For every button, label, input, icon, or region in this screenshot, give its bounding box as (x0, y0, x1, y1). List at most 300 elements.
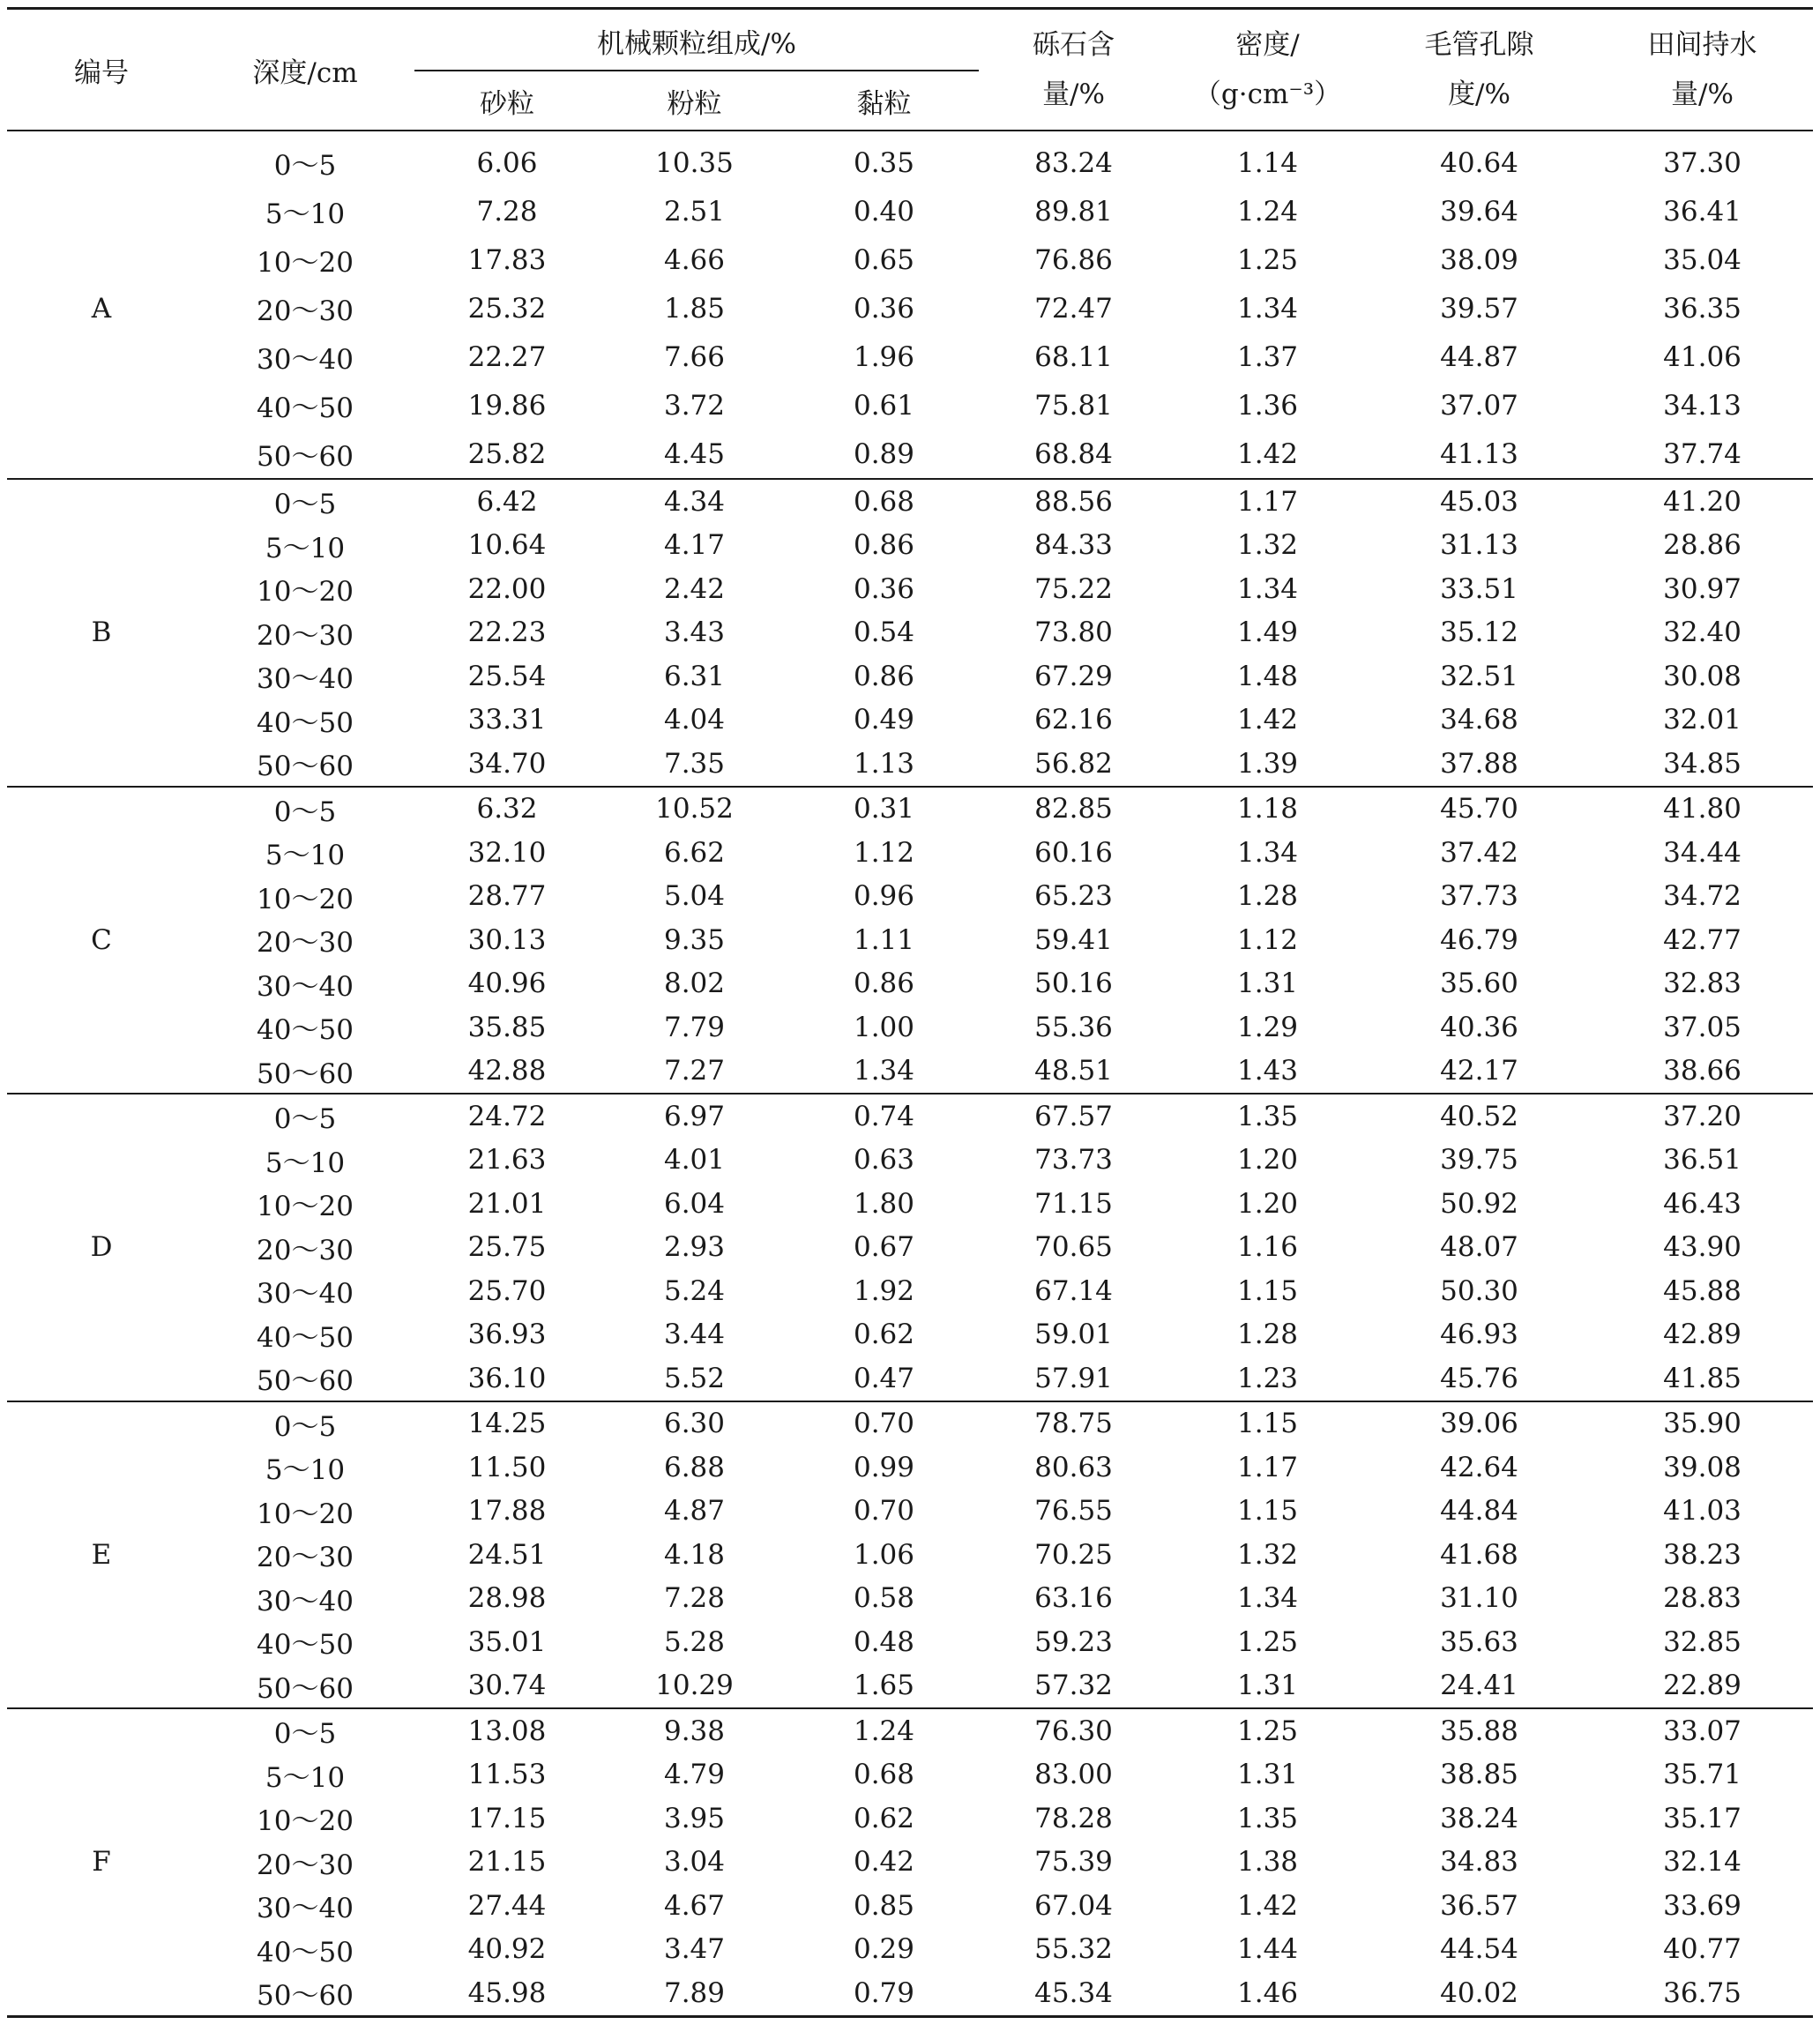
cell-capillary: 41.68 (1440, 1538, 1518, 1571)
sample-id: E (91, 1538, 112, 1571)
table-row (7, 1401, 1813, 1446)
cell-clay: 0.70 (853, 1495, 915, 1528)
cell-clay: 1.92 (853, 1274, 915, 1307)
cell-field-capacity: 30.08 (1663, 660, 1742, 692)
cell-density: 1.34 (1237, 292, 1299, 325)
cell-depth: 20～30 (257, 1542, 354, 1574)
header-capillary-line1: 毛管孔隙 (1424, 29, 1534, 61)
table-row (7, 1050, 1813, 1094)
cell-gravel: 88.56 (1034, 485, 1113, 518)
cell-depth: 20～30 (257, 295, 354, 327)
cell-depth: 0～5 (273, 1103, 337, 1136)
cell-depth: 5～10 (265, 840, 346, 872)
cell-gravel: 73.80 (1034, 616, 1113, 649)
sample-id: B (91, 616, 112, 649)
cell-field-capacity: 34.85 (1663, 747, 1742, 780)
cell-depth: 50～60 (257, 1365, 354, 1398)
cell-gravel: 76.30 (1034, 1714, 1113, 1747)
header-field-line1: 田间持水 (1647, 29, 1757, 61)
cell-silt: 10.52 (655, 793, 734, 826)
cell-depth: 20～30 (257, 1234, 354, 1266)
cell-sand: 7.28 (476, 195, 538, 228)
cell-gravel: 45.34 (1034, 1976, 1113, 2009)
cell-field-capacity: 28.83 (1663, 1582, 1742, 1615)
cell-depth: 30～40 (257, 1585, 354, 1617)
cell-capillary: 39.06 (1440, 1408, 1518, 1440)
cell-gravel: 83.00 (1034, 1759, 1113, 1791)
table-row (7, 1620, 1813, 1664)
table-row (7, 918, 1813, 962)
cell-silt: 7.35 (663, 747, 726, 780)
cell-field-capacity: 39.08 (1663, 1451, 1742, 1483)
table-row (7, 1753, 1813, 1797)
cell-density: 1.43 (1237, 1055, 1299, 1087)
cell-field-capacity: 42.77 (1663, 923, 1742, 956)
sample-group-b (7, 479, 1813, 787)
sample-id: C (91, 923, 112, 956)
cell-clay: 0.96 (853, 880, 915, 913)
header-field-capacity (1592, 9, 1813, 131)
cell-density: 1.44 (1237, 1933, 1299, 1966)
cell-gravel: 65.23 (1034, 880, 1113, 913)
cell-silt: 2.93 (663, 1231, 726, 1264)
cell-capillary: 40.64 (1440, 146, 1518, 179)
cell-sand: 21.63 (467, 1144, 547, 1177)
cell-gravel: 59.41 (1034, 923, 1113, 956)
cell-silt: 10.35 (655, 146, 734, 179)
table-row (7, 698, 1813, 743)
cell-silt: 9.38 (663, 1714, 726, 1747)
cell-clay: 1.13 (853, 747, 915, 780)
cell-density: 1.35 (1237, 1802, 1299, 1834)
cell-gravel: 78.75 (1034, 1408, 1113, 1440)
cell-gravel: 67.14 (1034, 1274, 1113, 1307)
header-id: 编号 (74, 56, 129, 89)
cell-silt: 2.42 (663, 572, 726, 605)
cell-field-capacity: 35.90 (1663, 1408, 1742, 1440)
cell-clay: 0.86 (853, 660, 915, 692)
cell-silt: 6.62 (663, 836, 726, 869)
cell-silt: 7.66 (663, 340, 726, 373)
cell-capillary: 40.02 (1440, 1976, 1518, 2009)
cell-depth: 40～50 (257, 1936, 354, 1968)
cell-density: 1.29 (1237, 1011, 1299, 1043)
table-row (7, 1005, 1813, 1050)
cell-field-capacity: 32.85 (1663, 1625, 1742, 1658)
cell-silt: 1.85 (663, 292, 726, 325)
cell-sand: 14.25 (467, 1408, 547, 1440)
cell-depth: 10～20 (257, 883, 354, 915)
cell-capillary: 42.64 (1440, 1451, 1518, 1483)
cell-sand: 40.96 (467, 967, 547, 1000)
cell-gravel: 60.16 (1034, 836, 1113, 869)
cell-clay: 1.34 (853, 1055, 915, 1087)
header-gravel-line2: 量/% (1042, 78, 1105, 110)
cell-sand: 11.50 (467, 1451, 547, 1483)
cell-field-capacity: 33.07 (1663, 1714, 1742, 1747)
cell-gravel: 62.16 (1034, 704, 1113, 736)
cell-sand: 25.70 (467, 1274, 547, 1307)
cell-field-capacity: 46.43 (1663, 1187, 1742, 1220)
cell-gravel: 84.33 (1034, 529, 1113, 562)
cell-capillary: 42.17 (1440, 1055, 1518, 1087)
cell-density: 1.31 (1237, 1670, 1299, 1702)
cell-gravel: 67.29 (1034, 660, 1113, 692)
cell-density: 1.48 (1237, 660, 1299, 692)
cell-field-capacity: 38.66 (1663, 1055, 1742, 1087)
cell-field-capacity: 36.75 (1663, 1976, 1742, 2009)
cell-capillary: 31.13 (1440, 529, 1518, 562)
table-row (7, 1533, 1813, 1577)
cell-clay: 0.89 (853, 437, 915, 470)
cell-depth: 0～5 (273, 796, 337, 828)
cell-field-capacity: 32.14 (1663, 1846, 1742, 1879)
cell-silt: 5.28 (663, 1625, 726, 1658)
cell-sand: 6.06 (476, 146, 538, 179)
cell-density: 1.14 (1237, 146, 1299, 179)
table-row (7, 1664, 1813, 1709)
cell-sand: 21.15 (467, 1846, 547, 1879)
cell-clay: 1.06 (853, 1538, 915, 1571)
table-row (7, 875, 1813, 919)
cell-depth: 40～50 (257, 1629, 354, 1662)
cell-sand: 40.92 (467, 1933, 547, 1966)
cell-sand: 25.75 (467, 1231, 547, 1264)
cell-density: 1.32 (1237, 529, 1299, 562)
cell-capillary: 45.03 (1440, 485, 1518, 518)
cell-field-capacity: 34.44 (1663, 836, 1742, 869)
cell-capillary: 34.68 (1440, 704, 1518, 736)
cell-density: 1.28 (1237, 1319, 1299, 1351)
cell-field-capacity: 37.30 (1663, 146, 1742, 179)
cell-density: 1.46 (1237, 1976, 1299, 2009)
cell-capillary: 45.76 (1440, 1362, 1518, 1394)
cell-capillary: 44.54 (1440, 1933, 1518, 1966)
cell-sand: 32.10 (467, 836, 547, 869)
cell-depth: 50～60 (257, 441, 354, 473)
cell-gravel: 78.28 (1034, 1802, 1113, 1834)
cell-sand: 17.88 (467, 1495, 547, 1528)
cell-gravel: 72.47 (1034, 292, 1113, 325)
cell-density: 1.18 (1237, 793, 1299, 826)
table-row (7, 1446, 1813, 1490)
cell-field-capacity: 41.85 (1663, 1362, 1742, 1394)
cell-depth: 5～10 (265, 1147, 346, 1179)
table-row (7, 1226, 1813, 1270)
cell-depth: 5～10 (265, 198, 346, 230)
table-row (7, 1577, 1813, 1621)
cell-capillary: 35.63 (1440, 1625, 1518, 1658)
cell-capillary: 48.07 (1440, 1231, 1518, 1264)
cell-silt: 4.18 (663, 1538, 726, 1571)
cell-field-capacity: 36.35 (1663, 292, 1742, 325)
cell-gravel: 75.39 (1034, 1846, 1113, 1879)
cell-silt: 2.51 (663, 195, 726, 228)
header-clay: 黏粒 (856, 87, 912, 120)
cell-sand: 30.13 (467, 923, 547, 956)
cell-field-capacity: 42.89 (1663, 1319, 1742, 1351)
cell-density: 1.17 (1237, 1451, 1299, 1483)
sample-group-a (7, 131, 1813, 479)
cell-sand: 28.77 (467, 880, 547, 913)
cell-depth: 50～60 (257, 1980, 354, 2013)
cell-sand: 22.27 (467, 340, 547, 373)
table-row (7, 962, 1813, 1006)
cell-silt: 3.04 (663, 1846, 726, 1879)
cell-sand: 45.98 (467, 1976, 547, 2009)
cell-sand: 6.42 (476, 485, 538, 518)
cell-clay: 0.35 (853, 146, 915, 179)
cell-depth: 10～20 (257, 1498, 354, 1530)
table-row (7, 1182, 1813, 1226)
cell-clay: 0.61 (853, 389, 915, 422)
cell-clay: 0.47 (853, 1362, 915, 1394)
header-gravel-line1: 砾石含 (1033, 29, 1115, 61)
cell-clay: 0.40 (853, 195, 915, 228)
cell-gravel: 71.15 (1034, 1187, 1113, 1220)
cell-sand: 35.01 (467, 1625, 547, 1658)
cell-gravel: 67.57 (1034, 1100, 1113, 1132)
cell-gravel: 68.84 (1034, 437, 1113, 470)
cell-gravel: 82.85 (1034, 793, 1113, 826)
cell-clay: 1.24 (853, 1714, 915, 1747)
cell-depth: 30～40 (257, 970, 354, 1003)
cell-sand: 24.51 (467, 1538, 547, 1571)
cell-capillary: 35.88 (1440, 1714, 1518, 1747)
table-row (7, 524, 1813, 568)
table-row (7, 1708, 1813, 1753)
cell-field-capacity: 37.74 (1663, 437, 1742, 470)
table-row (7, 1841, 1813, 1885)
cell-clay: 1.11 (853, 923, 915, 956)
cell-silt: 10.29 (655, 1670, 734, 1702)
cell-gravel: 68.11 (1034, 340, 1113, 373)
table-row (7, 1971, 1813, 2016)
cell-density: 1.15 (1237, 1495, 1299, 1528)
cell-field-capacity: 36.41 (1663, 195, 1742, 228)
table-row (7, 1928, 1813, 1972)
cell-field-capacity: 37.20 (1663, 1100, 1742, 1132)
cell-sand: 25.82 (467, 437, 547, 470)
cell-sand: 34.70 (467, 747, 547, 780)
header-field-line2: 量/% (1671, 78, 1734, 110)
cell-sand: 22.23 (467, 616, 547, 649)
cell-capillary: 39.57 (1440, 292, 1518, 325)
cell-capillary: 44.87 (1440, 340, 1518, 373)
cell-clay: 0.42 (853, 1846, 915, 1879)
cell-capillary: 50.30 (1440, 1274, 1518, 1307)
cell-silt: 6.97 (663, 1100, 726, 1132)
cell-depth: 10～20 (257, 576, 354, 609)
cell-clay: 1.00 (853, 1011, 915, 1043)
cell-depth: 0～5 (273, 489, 337, 521)
cell-capillary: 37.88 (1440, 747, 1518, 780)
cell-gravel: 57.32 (1034, 1670, 1113, 1702)
cell-field-capacity: 40.77 (1663, 1933, 1742, 1966)
cell-gravel: 76.55 (1034, 1495, 1113, 1528)
table-row (7, 479, 1813, 524)
cell-capillary: 39.75 (1440, 1144, 1518, 1177)
cell-depth: 0～5 (273, 1410, 337, 1443)
cell-depth: 20～30 (257, 1849, 354, 1881)
cell-capillary: 35.12 (1440, 616, 1518, 649)
header-capillary-line2: 度/% (1448, 78, 1510, 110)
sample-id: D (90, 1231, 113, 1264)
cell-silt: 9.35 (663, 923, 726, 956)
cell-silt: 6.31 (663, 660, 726, 692)
cell-sand: 6.32 (476, 793, 538, 826)
cell-density: 1.42 (1237, 1889, 1299, 1922)
cell-depth: 10～20 (257, 247, 354, 279)
cell-clay: 0.36 (853, 572, 915, 605)
cell-silt: 3.95 (663, 1802, 726, 1834)
cell-sand: 17.15 (467, 1802, 547, 1834)
cell-depth: 40～50 (257, 1321, 354, 1354)
cell-sand: 42.88 (467, 1055, 547, 1087)
cell-sand: 30.74 (467, 1670, 547, 1702)
table-row (7, 430, 1813, 479)
cell-clay: 0.85 (853, 1889, 915, 1922)
cell-silt: 6.04 (663, 1187, 726, 1220)
cell-silt: 4.66 (663, 243, 726, 276)
cell-silt: 4.01 (663, 1144, 726, 1177)
cell-density: 1.42 (1237, 704, 1299, 736)
table-row (7, 654, 1813, 698)
cell-sand: 25.54 (467, 660, 547, 692)
cell-capillary: 38.24 (1440, 1802, 1518, 1834)
cell-depth: 0～5 (273, 150, 337, 182)
cell-depth: 50～60 (257, 1672, 354, 1705)
cell-silt: 4.04 (663, 704, 726, 736)
cell-silt: 4.67 (663, 1889, 726, 1922)
cell-silt: 5.04 (663, 880, 726, 913)
cell-depth: 0～5 (273, 1718, 337, 1751)
sample-group-c (7, 787, 1813, 1094)
cell-sand: 21.01 (467, 1187, 547, 1220)
soil-properties-table (7, 7, 1813, 2018)
cell-silt: 3.44 (663, 1319, 726, 1351)
cell-silt: 7.27 (663, 1055, 726, 1087)
cell-density: 1.15 (1237, 1274, 1299, 1307)
cell-clay: 0.68 (853, 1759, 915, 1791)
sample-id: A (91, 292, 112, 325)
cell-depth: 10～20 (257, 1805, 354, 1838)
cell-density: 1.17 (1237, 485, 1299, 518)
cell-field-capacity: 35.17 (1663, 1802, 1742, 1834)
cell-clay: 0.62 (853, 1802, 915, 1834)
cell-capillary: 39.64 (1440, 195, 1518, 228)
cell-field-capacity: 34.13 (1663, 389, 1742, 422)
cell-silt: 6.88 (663, 1451, 726, 1483)
cell-density: 1.32 (1237, 1538, 1299, 1571)
cell-gravel: 48.51 (1034, 1055, 1113, 1087)
table-header (7, 9, 1813, 131)
cell-clay: 0.67 (853, 1231, 915, 1264)
table-row (7, 831, 1813, 875)
cell-field-capacity: 34.72 (1663, 880, 1742, 913)
cell-density: 1.34 (1237, 1582, 1299, 1615)
cell-depth: 40～50 (257, 706, 354, 739)
header-density-line2: （g·cm⁻³） (1193, 78, 1342, 110)
cell-capillary: 34.83 (1440, 1846, 1518, 1879)
cell-density: 1.34 (1237, 572, 1299, 605)
table-row (7, 1490, 1813, 1534)
cell-capillary: 46.79 (1440, 923, 1518, 956)
cell-sand: 36.93 (467, 1319, 547, 1351)
cell-field-capacity: 22.89 (1663, 1670, 1742, 1702)
cell-depth: 20～30 (257, 927, 354, 960)
cell-silt: 4.45 (663, 437, 726, 470)
table-row (7, 187, 1813, 235)
cell-silt: 3.47 (663, 1933, 726, 1966)
cell-capillary: 24.41 (1440, 1670, 1518, 1702)
cell-silt: 5.52 (663, 1362, 726, 1394)
cell-gravel: 57.91 (1034, 1362, 1113, 1394)
cell-gravel: 73.73 (1034, 1144, 1113, 1177)
cell-density: 1.38 (1237, 1846, 1299, 1879)
cell-capillary: 35.60 (1440, 967, 1518, 1000)
header-capillary-porosity (1367, 9, 1592, 131)
cell-density: 1.20 (1237, 1187, 1299, 1220)
cell-field-capacity: 41.80 (1663, 793, 1742, 826)
header-density (1168, 9, 1367, 131)
cell-field-capacity: 35.71 (1663, 1759, 1742, 1791)
cell-field-capacity: 37.05 (1663, 1011, 1742, 1043)
cell-sand: 28.98 (467, 1582, 547, 1615)
header-depth: 深度/cm (252, 56, 358, 89)
cell-field-capacity: 36.51 (1663, 1144, 1742, 1177)
table-row (7, 332, 1813, 381)
cell-density: 1.36 (1237, 389, 1299, 422)
cell-clay: 1.80 (853, 1187, 915, 1220)
cell-depth: 5～10 (265, 1761, 346, 1794)
cell-gravel: 70.25 (1034, 1538, 1113, 1571)
cell-depth: 50～60 (257, 1057, 354, 1090)
cell-silt: 3.43 (663, 616, 726, 649)
table-row (7, 1094, 1813, 1139)
cell-density: 1.35 (1237, 1100, 1299, 1132)
cell-clay: 1.96 (853, 340, 915, 373)
cell-silt: 8.02 (663, 967, 726, 1000)
cell-clay: 0.70 (853, 1408, 915, 1440)
cell-capillary: 50.92 (1440, 1187, 1518, 1220)
cell-field-capacity: 41.06 (1663, 340, 1742, 373)
cell-gravel: 63.16 (1034, 1582, 1113, 1615)
cell-capillary: 37.73 (1440, 880, 1518, 913)
cell-depth: 10～20 (257, 1191, 354, 1223)
cell-field-capacity: 43.90 (1663, 1231, 1742, 1264)
cell-clay: 0.54 (853, 616, 915, 649)
cell-field-capacity: 45.88 (1663, 1274, 1742, 1307)
cell-silt: 6.30 (663, 1408, 726, 1440)
cell-silt: 7.79 (663, 1011, 726, 1043)
cell-density: 1.49 (1237, 616, 1299, 649)
table-row (7, 131, 1813, 187)
cell-capillary: 32.51 (1440, 660, 1518, 692)
cell-capillary: 40.36 (1440, 1011, 1518, 1043)
cell-capillary: 37.42 (1440, 836, 1518, 869)
table-row (7, 1356, 1813, 1401)
table-row (7, 611, 1813, 655)
cell-field-capacity: 32.83 (1663, 967, 1742, 1000)
cell-clay: 0.79 (853, 1976, 915, 2009)
cell-density: 1.31 (1237, 1759, 1299, 1791)
cell-field-capacity: 35.04 (1663, 243, 1742, 276)
cell-silt: 4.34 (663, 485, 726, 518)
cell-silt: 7.28 (663, 1582, 726, 1615)
cell-gravel: 75.22 (1034, 572, 1113, 605)
cell-capillary: 37.07 (1440, 389, 1518, 422)
